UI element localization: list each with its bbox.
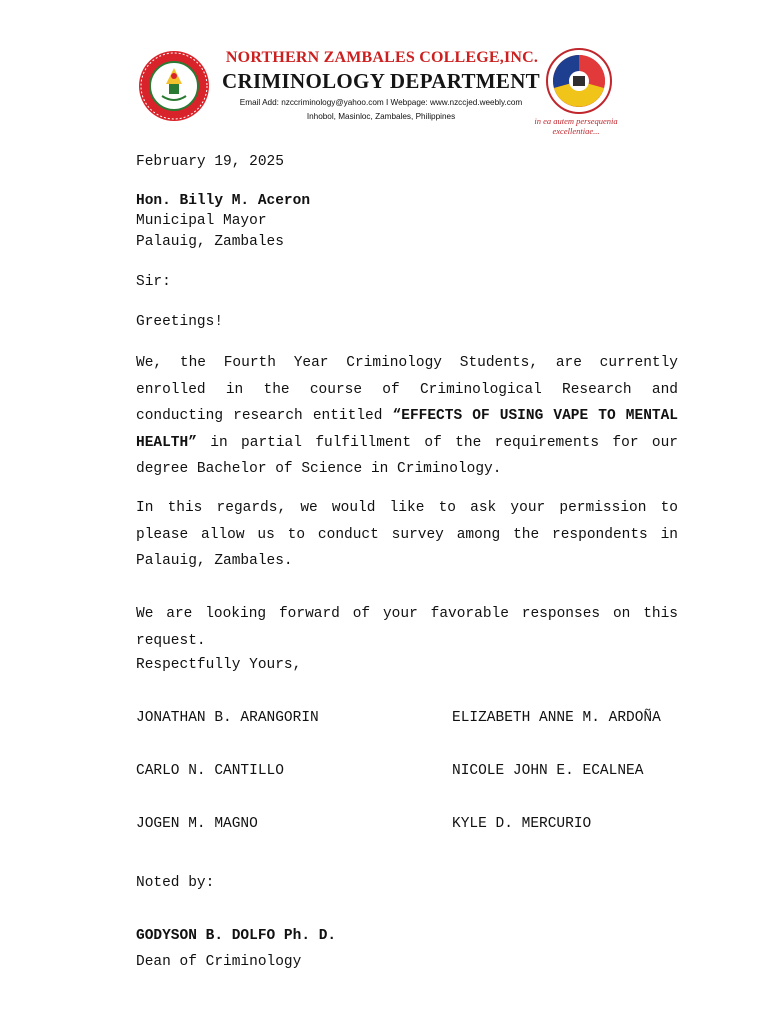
recipient-location: Palauig, Zambales xyxy=(136,234,284,250)
signatory-right-1: ELIZABETH ANNE M. ARDOÑA xyxy=(452,710,661,726)
greeting: Greetings! xyxy=(136,314,224,330)
signatory-left-2: CARLO N. CANTILLO xyxy=(136,763,284,779)
body-paragraph-2: In this regards, we would like to ask your permission to please allow us to conduct survey among the respondents in Palauig, Zambales. xyxy=(136,500,678,569)
signatory-left-3: JOGEN M. MAGNO xyxy=(136,816,258,832)
signatory-right-2: NICOLE JOHN E. ECALNEA xyxy=(452,763,644,779)
dean-title: Dean of Criminology xyxy=(136,954,302,970)
recipient-name: Hon. Billy M. Aceron xyxy=(136,193,311,209)
contact-info xyxy=(216,96,546,124)
motto-text: in ea autem persequenia excellentiae... xyxy=(534,116,618,136)
college-name: NORTHERN ZAMBALES COLLEGE,INC. xyxy=(225,49,539,66)
contact-line: Email Add: nzccriminology@yahoo.com I Webpage: www.nzccjed.weebly.com xyxy=(239,98,523,107)
closing: Respectfully Yours, xyxy=(136,657,302,673)
department-name: CRIMINOLOGY DEPARTMENT xyxy=(222,69,540,93)
letterhead xyxy=(136,46,636,136)
research-title: “EFFECTS OF USING VAPE TO MENTAL HEALTH” xyxy=(136,408,678,451)
college-seal-logo xyxy=(138,50,210,122)
signatory-left-1: JONATHAN B. ARANGORIN xyxy=(136,710,319,726)
department-seal-logo xyxy=(546,48,612,114)
recipient-title: Municipal Mayor xyxy=(136,213,267,229)
body-paragraph-3: We are looking forward of your favorable responses on this request. xyxy=(136,606,678,649)
signatory-right-3: KYLE D. MERCURIO xyxy=(452,816,592,832)
salutation: Sir: xyxy=(136,274,171,290)
body-paragraph-1 xyxy=(136,350,678,483)
para1-end: in partial fulfillment of the requirements for our degree Bachelor of Science in Criminology. xyxy=(136,434,678,477)
dean-name: GODYSON B. DOLFO Ph. D. xyxy=(136,928,337,944)
noted-by-label: Noted by: xyxy=(136,875,215,891)
letter-date: February 19, 2025 xyxy=(136,154,284,170)
para1-start: We, the Fourth Year Criminology Students, are currently enrolled in the course of Criminological Research and conducting research entitled xyxy=(136,355,678,424)
address-line: Inhobol, Masinloc, Zambales, Philippines xyxy=(306,112,456,121)
